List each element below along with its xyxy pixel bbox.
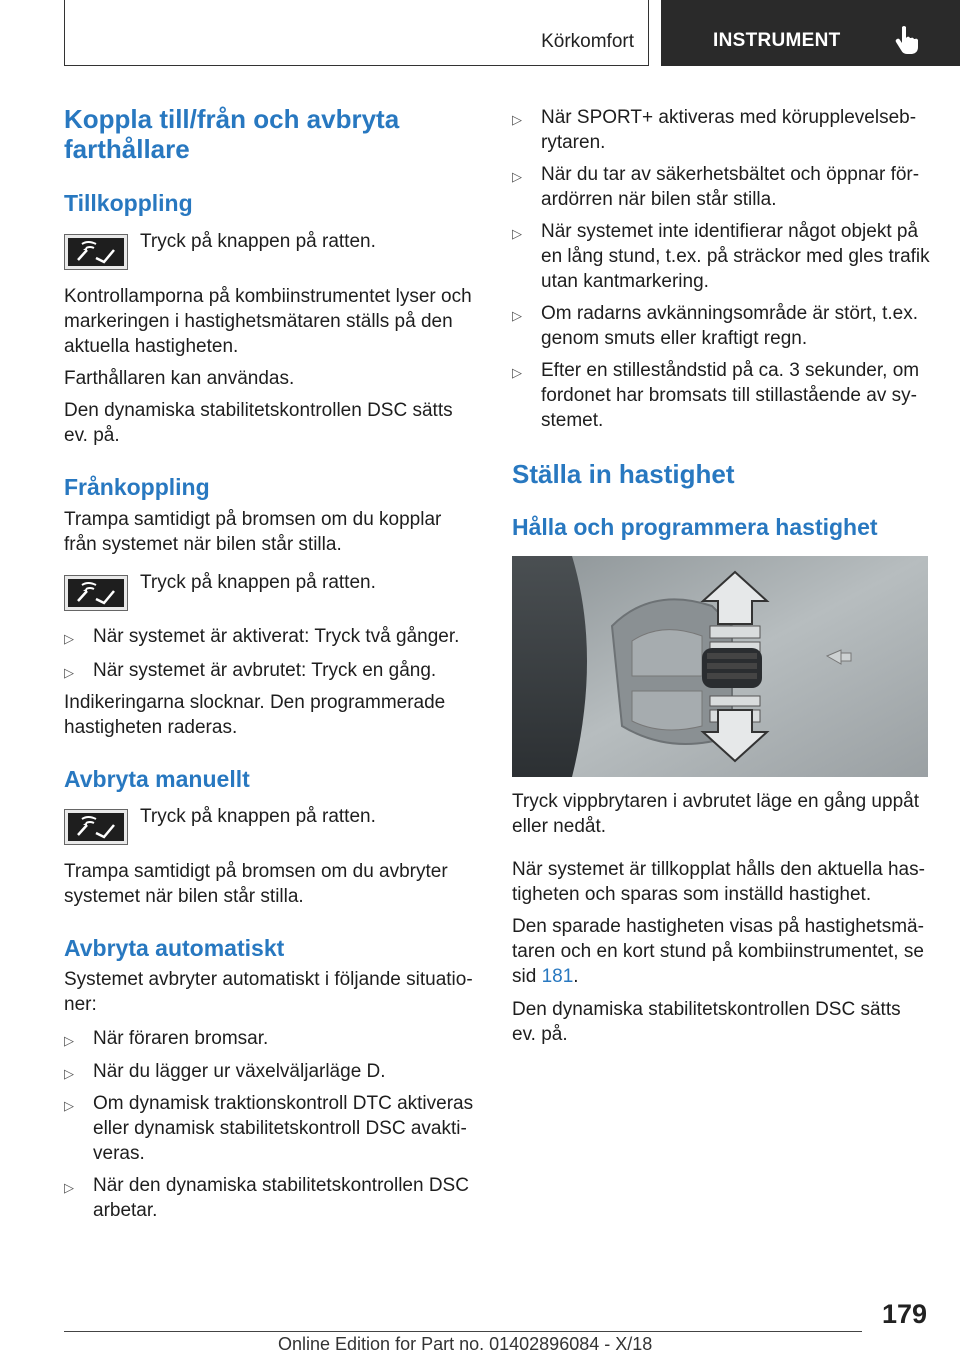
heading-avbryta-manuellt: Avbryta manuellt — [64, 766, 250, 792]
paragraph-frankoppling-2: Indikeringarna slocknar. Den programmerade hastigheten raderas. — [64, 692, 446, 738]
header-chapter-tab — [661, 0, 960, 66]
image-caption: Tryck vippbrytaren i avbrutet läge en gång uppåt eller nedåt. — [512, 791, 919, 837]
footer-divider — [64, 1331, 862, 1332]
bullet-triangle-icon: ▷ — [64, 631, 74, 646]
paragraph-manuellt-1: Trampa samtidigt på bromsen om du avbryter systemet när bilen står stilla. — [64, 861, 448, 907]
paragraph-stalla-1: När systemet är tillkopplat hålls den aktuella hastigheten och sparas som inställd hastighet. — [512, 859, 925, 905]
header-chapter-label: INSTRUMENT — [713, 30, 841, 51]
bullet-triangle-icon: ▷ — [64, 1033, 74, 1048]
bullet-triangle-icon: ▷ — [64, 1066, 74, 1081]
page-reference-link[interactable]: 181 — [541, 966, 574, 987]
section-title-stalla-in: Ställa in hastighet — [512, 459, 735, 489]
bullet-triangle-icon: ▷ — [64, 665, 74, 680]
instruction-press-button-3: Tryck på knappen på ratten. — [140, 806, 376, 827]
paragraph-tillkoppling-1: Kontrollamporna på kombiinstrumentet lyser och markeringen i hastighetsmätaren ställs på den aktuella hastigheten. — [64, 286, 472, 357]
heading-avbryta-automatiskt: Avbryta automatiskt — [64, 935, 285, 961]
bullet-triangle-icon: ▷ — [512, 365, 522, 380]
bullet-triangle-icon: ▷ — [64, 1180, 74, 1195]
header-section-label: Körkomfort — [541, 31, 634, 52]
paragraph-tillkoppling-2: Farthållaren kan användas. — [64, 368, 295, 389]
instruction-press-button-2: Tryck på knappen på ratten. — [140, 572, 376, 593]
paragraph-stalla-3: Den dynamiska stabilitetskontrollen DSC sätts ev. på. — [512, 999, 901, 1045]
bullet-triangle-icon: ▷ — [512, 226, 522, 241]
bullet-triangle-icon: ▷ — [512, 308, 522, 323]
header-section-tab — [64, 0, 649, 66]
cruise-control-button-image — [64, 234, 128, 270]
cruise-control-icon — [68, 579, 124, 607]
pointing-hand-icon — [893, 25, 921, 55]
cruise-control-button-image — [64, 809, 128, 845]
paragraph-tillkoppling-3: Den dynamiska stabilitetskontrollen DSC sätts ev. på. — [64, 400, 453, 446]
bullet-triangle-icon: ▷ — [512, 169, 522, 184]
paragraph-frankoppling-1: Trampa samtidigt på bromsen om du kopplar från systemet när bilen står stilla. — [64, 509, 442, 555]
steering-wheel-switch-image — [512, 556, 928, 777]
section-title-koppla: Koppla till/från och avbryta farthållare — [64, 104, 400, 164]
cruise-control-button-image — [64, 575, 128, 611]
paragraph-automatiskt-1: Systemet avbryter automatiskt i följande situationer: — [64, 969, 473, 1015]
paragraph-stalla-2: Den sparade hastigheten visas på hastighetsmätaren och en kort stund på kombiinstrumentet, se sid 181. — [512, 916, 924, 987]
instruction-press-button-1: Tryck på knappen på ratten. — [140, 231, 376, 252]
cruise-control-icon — [68, 238, 124, 266]
cruise-control-icon — [68, 813, 124, 841]
bullet-triangle-icon: ▷ — [512, 112, 522, 127]
heading-tillkoppling: Tillkoppling — [64, 190, 193, 216]
footer-edition-text: Online Edition for Part no. 01402896084 - X/18 — [278, 1334, 653, 1354]
page-number: 179 — [881, 1299, 927, 1329]
heading-frankoppling: Frånkoppling — [64, 474, 210, 500]
heading-halla-programmera: Hålla och programmera hastighet — [512, 514, 878, 540]
bullet-triangle-icon: ▷ — [64, 1098, 74, 1113]
